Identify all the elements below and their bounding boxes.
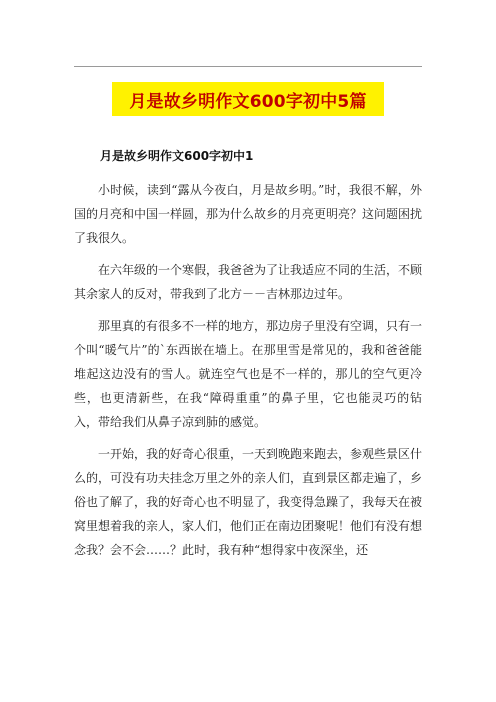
paragraph-4: 一开始，我的好奇心很重，一天到晚跑来跑去，参观些景区什么的，可没有功夫挂念万里之外的亲人们，直到景区都走遍了，乡俗也了解了，我的好奇心也不明显了，我变得急躁了，我每天在被窝里想着我的亲人，家人们，他们正在南边团聚呢！他们有没有想念我？会不会……？此时，我有种“想得家中夜深坐，还 [74, 447, 423, 557]
document-title: 月是故乡明作文600字初中5篇 [129, 91, 367, 112]
section-subtitle: 月是故乡明作文600字初中1 [100, 149, 254, 163]
header-divider [74, 66, 422, 67]
paragraph-1: 小时候，读到“露从今夜白，月是故乡明。”时，我很不解，外国的月亮和中国一样圆，那为什么故乡的月亮更明亮？这问题困扰了我很久。 [74, 183, 423, 245]
paragraph-2: 在六年级的一个寒假，我爸爸为了让我适应不同的生活，不顾其余家人的反对，带我到了北方－－吉林那边过年。 [74, 263, 423, 301]
document-body [74, 146, 422, 570]
title-highlight [112, 82, 384, 116]
paragraph-3: 那里真的有很多不一样的地方，那边房子里没有空调，只有一个叫“暖气片”的`东西嵌在墙上。在那里雪是常见的，我和爸爸能堆起这边没有的雪人。就连空气也是不一样的，那儿的空气更冷些，也更清新些，在我“障碍重重”的鼻子里，它也能灵巧的钻入，带给我们从鼻子凉到肺的感觉。 [74, 319, 423, 429]
